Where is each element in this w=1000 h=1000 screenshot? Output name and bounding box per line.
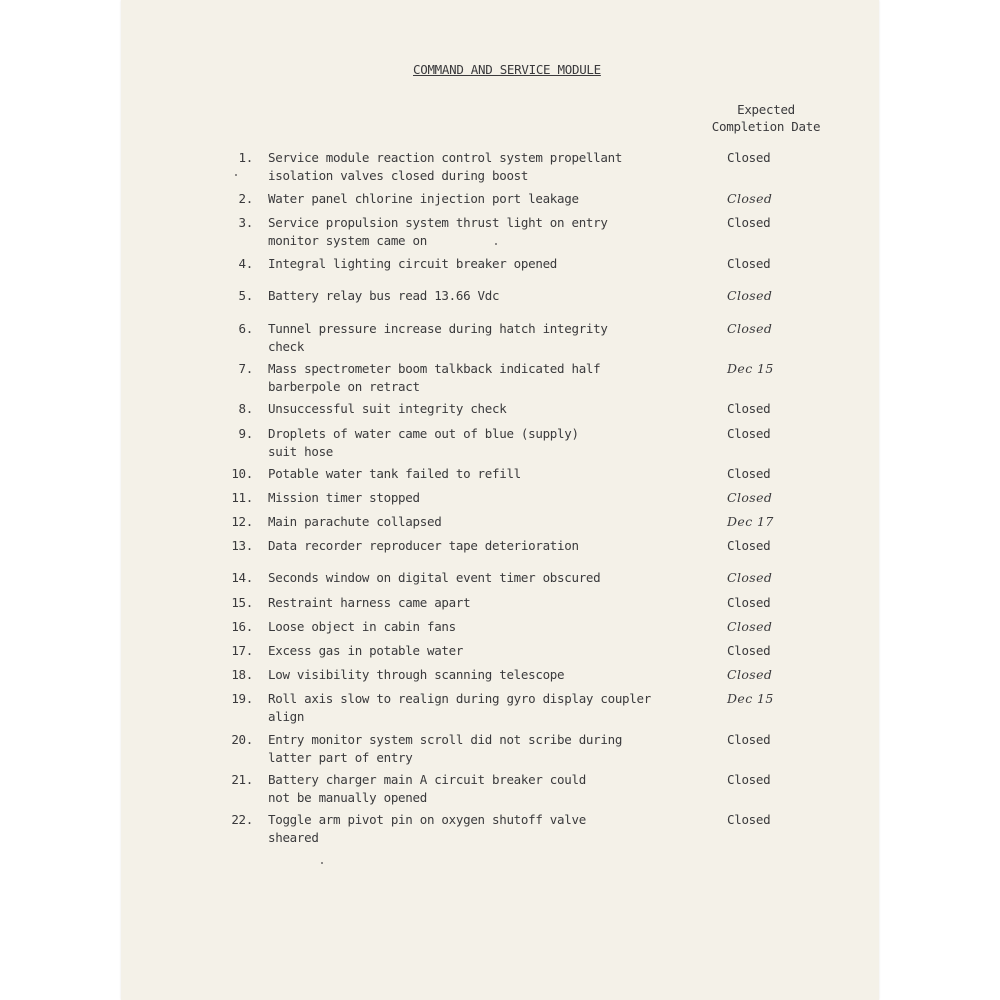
item-completion-status: Closed [727, 150, 771, 165]
item-number: 22. [231, 812, 253, 827]
item-description-line: Mission timer stopped [268, 490, 420, 505]
document-title: COMMAND AND SERVICE MODULE [413, 62, 601, 77]
item-number: 3. [238, 215, 253, 230]
column-header-line: Completion Date [711, 119, 821, 134]
item-description-line: Water panel chlorine injection port leakage [268, 191, 579, 206]
item-description-line: Potable water tank failed to refill [268, 466, 521, 481]
column-header-line: Expected [737, 102, 795, 117]
item-completion-status: Closed [727, 732, 771, 747]
item-description [268, 255, 698, 273]
paper-speck [495, 243, 497, 245]
item-description [268, 771, 698, 806]
item-number: 4. [238, 256, 253, 271]
item-number: 7. [238, 361, 253, 376]
item-description-line: latter part of entry [268, 749, 413, 765]
item-completion-status: Closed [727, 321, 773, 336]
item-description-line: Mass spectrometer boom talkback indicated half [268, 361, 601, 376]
item-description-line: Loose object in cabin fans [268, 619, 456, 634]
item-number: 8. [238, 401, 253, 416]
item-description-line: Entry monitor system scroll did not scribe during [268, 732, 623, 747]
item-description-line: Battery relay bus read 13.66 Vdc [268, 288, 500, 303]
item-description-line: Main parachute collapsed [268, 514, 442, 529]
item-description-line: Battery charger main A circuit breaker could [268, 772, 586, 787]
item-description-line: Roll axis slow to realign during gyro display coupler [268, 691, 651, 706]
item-description [268, 642, 698, 660]
item-completion-status: Dec 15 [727, 361, 774, 376]
item-number: 5. [238, 288, 253, 303]
list-item [121, 149, 879, 189]
item-description-line: Excess gas in potable water [268, 643, 464, 658]
item-number: 21. [231, 772, 253, 787]
item-number: 20. [231, 732, 253, 747]
paper-speck [321, 862, 323, 864]
list-item [121, 771, 879, 811]
item-description [268, 666, 698, 684]
item-completion-status: Closed [727, 466, 771, 481]
item-description [268, 537, 698, 555]
item-number: 9. [238, 426, 253, 441]
item-number: 10. [231, 466, 253, 481]
item-description [268, 731, 698, 766]
item-description-line: sheared [268, 829, 319, 845]
item-description-line: Integral lighting circuit breaker opened [268, 256, 558, 271]
item-description-line: isolation valves closed during boost [268, 167, 529, 183]
item-completion-status: Closed [727, 288, 773, 303]
item-description-line: check [268, 338, 305, 354]
item-description-line: monitor system came on [268, 232, 427, 248]
item-number: 11. [231, 490, 253, 505]
item-completion-status: Closed [727, 490, 773, 505]
item-description-line: barberpole on retract [268, 378, 420, 394]
item-description [268, 618, 698, 636]
item-number: 2. [238, 191, 253, 206]
item-description-line: align [268, 708, 305, 724]
item-description [268, 400, 698, 418]
item-description [268, 489, 698, 507]
item-description [268, 569, 698, 587]
item-description-line: Restraint harness came apart [268, 595, 471, 610]
item-completion-status: Closed [727, 812, 771, 827]
item-description [268, 690, 698, 725]
document-page [121, 0, 879, 1000]
item-number: 12. [231, 514, 253, 529]
item-completion-status: Closed [727, 191, 773, 206]
item-description [268, 513, 698, 531]
item-description [268, 320, 698, 355]
item-number: 19. [231, 691, 253, 706]
item-description [268, 190, 698, 208]
item-description [268, 811, 698, 846]
item-completion-status: Closed [727, 595, 771, 610]
item-completion-status: Dec 15 [727, 691, 774, 706]
item-description-line: Toggle arm pivot pin on oxygen shutoff valve [268, 812, 586, 827]
list-item [121, 811, 879, 851]
item-completion-status: Dec 17 [727, 514, 774, 529]
list-item [121, 690, 879, 730]
item-number: 17. [231, 643, 253, 658]
item-number: 15. [231, 595, 253, 610]
item-number: 1. [238, 150, 253, 165]
item-completion-status: Closed [727, 772, 771, 787]
item-description-line: suit hose [268, 443, 334, 459]
item-description-line: Droplets of water came out of blue (supply) [268, 426, 579, 441]
item-number: 13. [231, 538, 253, 553]
item-completion-status: Closed [727, 256, 771, 271]
item-number: 16. [231, 619, 253, 634]
item-description-line: not be manually opened [268, 789, 427, 805]
item-completion-status: Closed [727, 538, 771, 553]
list-item [121, 320, 879, 360]
item-description-line: Service propulsion system thrust light on entry [268, 215, 608, 230]
paper-speck [235, 174, 237, 176]
item-number: 14. [231, 570, 253, 585]
item-completion-status: Closed [727, 426, 771, 441]
item-completion-status: Closed [727, 401, 771, 416]
list-item [121, 731, 879, 771]
item-description [268, 425, 698, 460]
item-number: 6. [238, 321, 253, 336]
item-description [268, 287, 698, 305]
item-description [268, 360, 698, 395]
item-description [268, 149, 698, 184]
item-number: 18. [231, 667, 253, 682]
item-completion-status: Closed [727, 667, 773, 682]
item-completion-status: Closed [727, 619, 773, 634]
list-item [121, 360, 879, 400]
item-completion-status: Closed [727, 570, 773, 585]
item-description-line: Unsuccessful suit integrity check [268, 401, 507, 416]
list-item [121, 425, 879, 465]
item-description [268, 214, 698, 249]
item-description [268, 594, 698, 612]
column-header-completion-date [696, 101, 836, 135]
item-description-line: Seconds window on digital event timer obscured [268, 570, 601, 585]
item-description-line: Service module reaction control system propellant [268, 150, 623, 165]
list-item [121, 214, 879, 254]
item-description-line: Low visibility through scanning telescope [268, 667, 565, 682]
item-description [268, 465, 698, 483]
item-completion-status: Closed [727, 643, 771, 658]
item-description-line: Data recorder reproducer tape deterioration [268, 538, 579, 553]
item-description-line: Tunnel pressure increase during hatch integrity [268, 321, 608, 336]
item-completion-status: Closed [727, 215, 771, 230]
